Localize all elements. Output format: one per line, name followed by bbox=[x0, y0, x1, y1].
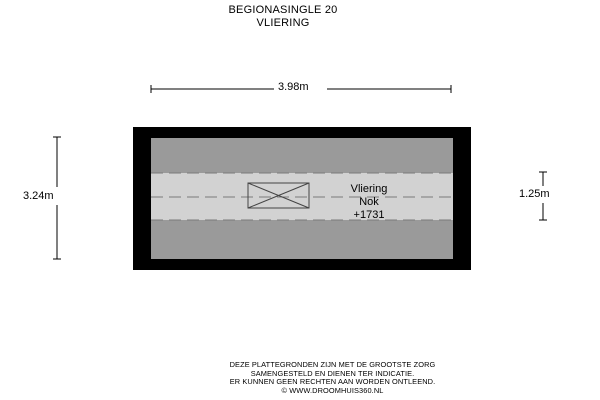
disclaimer-line-2: SAMENGESTELD EN DIENEN TER INDICATIE. bbox=[250, 368, 415, 378]
plan-floor-title: VLIERING bbox=[256, 17, 310, 29]
nok-dimension-label: 1.25m bbox=[519, 188, 550, 200]
width-dimension-label: 3.98m bbox=[278, 81, 309, 93]
depth-dimension-line bbox=[53, 137, 61, 259]
room-height: +1731 bbox=[353, 209, 385, 221]
disclaimer-line-4[interactable]: © WWW.DROOMHUIS360.NL bbox=[281, 385, 384, 395]
disclaimer-line-1: DEZE PLATTEGRONDEN ZIJN MET DE GROOTSTE ZORG bbox=[229, 360, 436, 369]
disclaimer-text bbox=[160, 361, 505, 395]
disclaimer-line-3: ER KUNNEN GEEN RECHTEN AAN WORDEN ONTLEEND. bbox=[229, 377, 436, 387]
room-type: Nok bbox=[359, 196, 379, 208]
room-name: Vliering bbox=[350, 183, 388, 195]
depth-dimension-label: 3.24m bbox=[23, 190, 54, 202]
plan-address-title: BEGIONASINGLE 20 bbox=[228, 4, 338, 16]
room-label bbox=[330, 183, 408, 222]
